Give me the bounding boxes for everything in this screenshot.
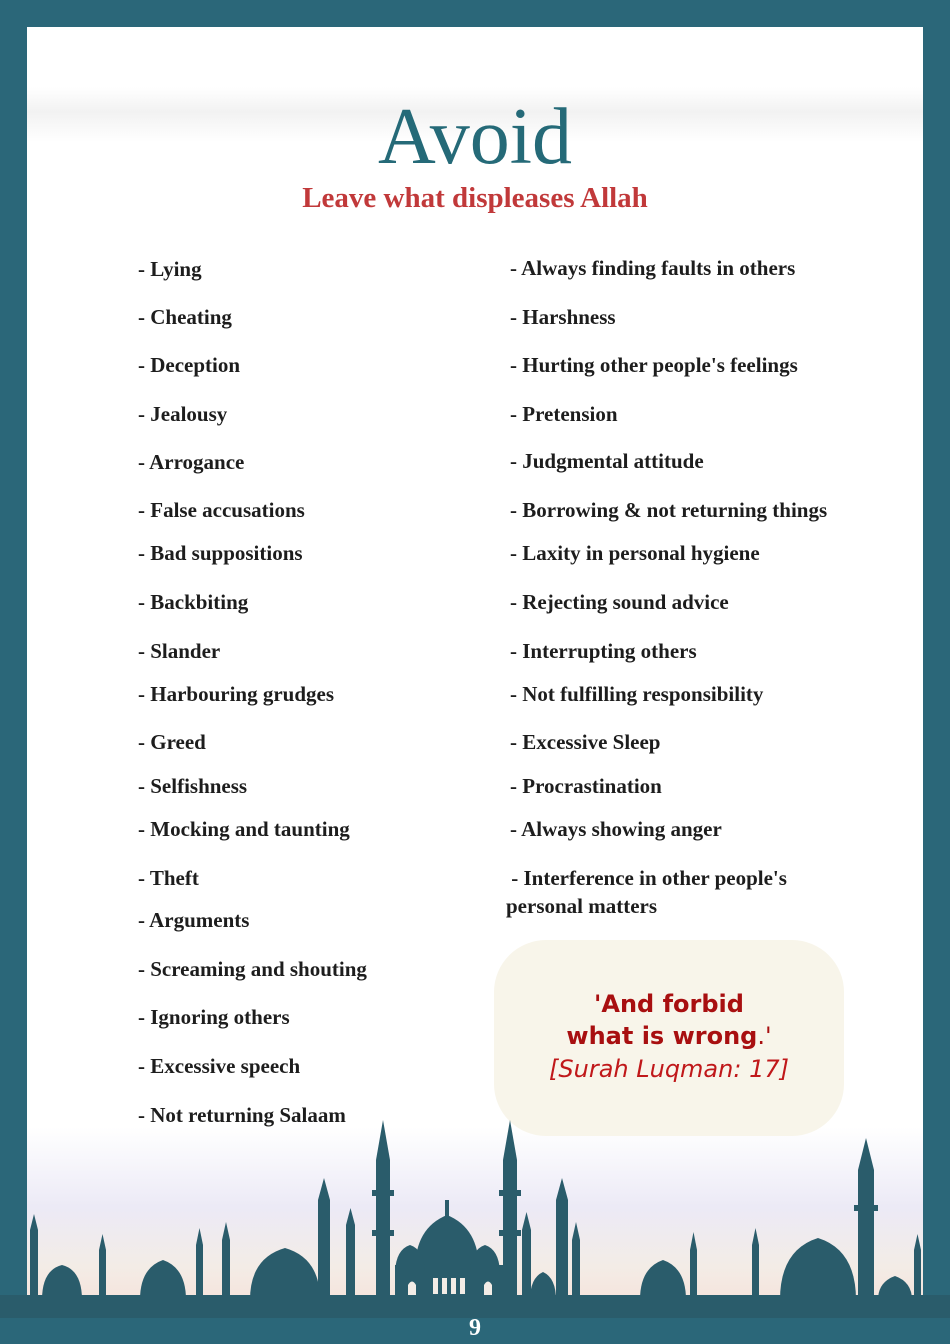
list-item: - Lying <box>138 257 202 281</box>
list-item: - Borrowing & not returning things <box>510 498 828 522</box>
list-item: - Always finding faults in others <box>510 256 796 280</box>
list-item: - Theft <box>138 866 199 890</box>
list-item: - Procrastination <box>510 774 662 798</box>
list-item: - Backbiting <box>138 590 249 614</box>
page-subtitle: Leave what displeases Allah <box>302 182 648 214</box>
list-item: - Pretension <box>510 402 618 426</box>
mosque-skyline-illustration <box>0 1100 950 1318</box>
list-item: - Harshness <box>510 305 616 329</box>
list-item: - Arrogance <box>138 450 245 474</box>
list-item: - Cheating <box>138 305 232 329</box>
quote-emphasis: what is wrong <box>566 1022 758 1050</box>
page-number: 9 <box>469 1315 481 1341</box>
list-item: - Judgmental attitude <box>510 449 704 473</box>
list-item: - Always showing anger <box>510 817 722 841</box>
list-item: - False accusations <box>138 498 305 522</box>
list-item: - Interrupting others <box>510 639 697 663</box>
quote-reference: [Surah Luqman: 17] <box>549 1055 789 1083</box>
list-item: - Slander <box>138 639 221 663</box>
quote-line-2 <box>494 1020 844 1052</box>
quote-line-1: 'And forbid <box>594 990 744 1018</box>
list-item: - Rejecting sound advice <box>510 590 729 614</box>
list-item: - Greed <box>138 730 206 754</box>
list-item: - Ignoring others <box>138 1005 290 1029</box>
list-item: - Screaming and shouting <box>138 957 367 981</box>
list-item: - Excessive speech <box>138 1054 301 1078</box>
list-item: - Arguments <box>138 908 250 932</box>
list-item: - Not returning Salaam <box>138 1103 346 1127</box>
list-item: - Mocking and taunting <box>138 817 350 841</box>
list-item: - Harbouring grudges <box>138 682 335 706</box>
list-item: - Laxity in personal hygiene <box>510 541 760 565</box>
list-item: - Excessive Sleep <box>510 730 661 754</box>
list-item: - Not fulfilling responsibility <box>510 682 764 706</box>
list-item: - Jealousy <box>138 402 228 426</box>
list-item: - Hurting other people's feelings <box>510 353 798 377</box>
quote-line-2-tail: .' <box>757 1022 772 1050</box>
list-item: - Interference in other people's personal matters <box>506 866 793 918</box>
list-item: - Deception <box>138 353 241 377</box>
list-item: - Selfishness <box>138 774 248 798</box>
page-title: Avoid <box>377 93 573 181</box>
list-item: - Bad suppositions <box>138 541 303 565</box>
